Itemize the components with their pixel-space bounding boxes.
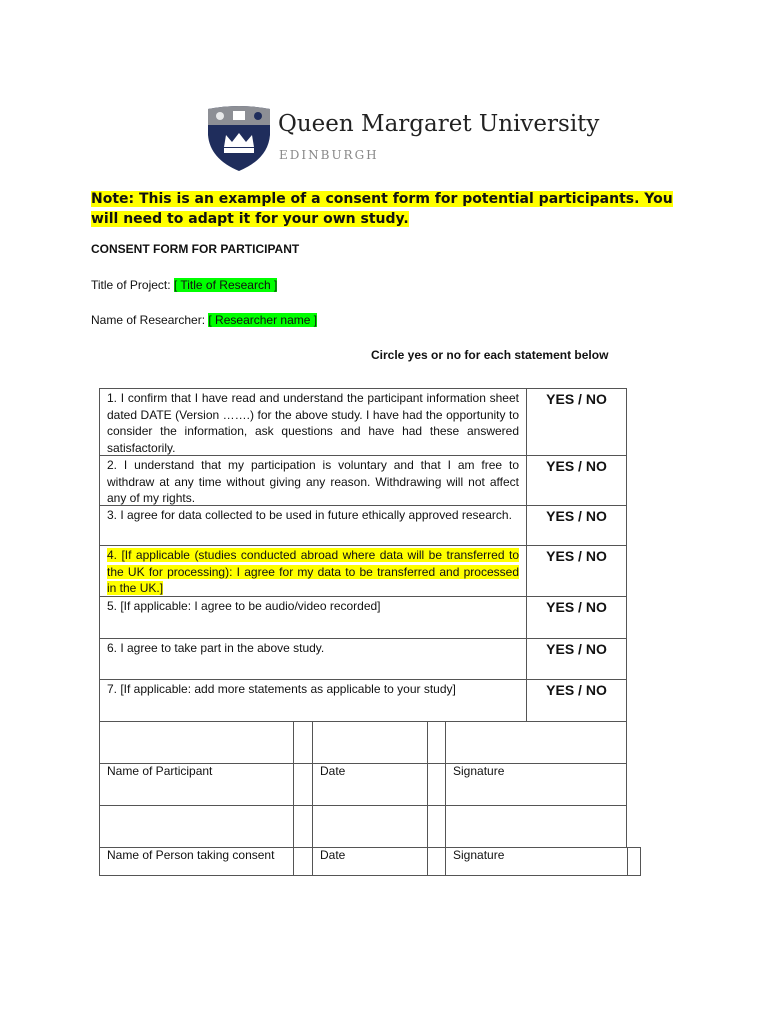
- spacer-cell: [427, 763, 446, 806]
- note-banner: Note: This is an example of a consent form for potential participants. You will need to adapt it for your own study.: [91, 191, 673, 227]
- yes-no-option[interactable]: YES / NO: [526, 388, 627, 456]
- spacer-cell: [427, 847, 446, 876]
- consent-taker-date-label: Date: [312, 847, 428, 876]
- spacer-cell: [293, 847, 313, 876]
- spacer-cell: [427, 721, 446, 764]
- spacer-cell: [293, 805, 313, 848]
- university-city: EDINBURGH: [279, 148, 379, 162]
- participant-name-label: Name of Participant: [99, 763, 294, 806]
- yes-no-option[interactable]: YES / NO: [526, 455, 627, 506]
- statement-cell: 4. [If applicable (studies conducted abroad where data will be transferred to the UK for processing): I agree for my data to be transferred and processed in the UK.]: [99, 545, 527, 597]
- consent-taker-signature-label: Signature: [445, 847, 628, 876]
- spacer-cell: [293, 763, 313, 806]
- yes-no-option[interactable]: YES / NO: [526, 679, 627, 722]
- consent-taker-name-label: Name of Person taking consent: [99, 847, 294, 876]
- statement-cell: 3. I agree for data collected to be used in future ethically approved research.: [99, 505, 527, 546]
- university-name: Queen Margaret University: [278, 111, 600, 137]
- university-logo: [206, 105, 600, 171]
- statement-cell: 2. I understand that my participation is voluntary and that I am free to withdraw at any time without giving any reason. Withdrawing will not affect any of my rights.: [99, 455, 527, 506]
- yes-no-option[interactable]: YES / NO: [526, 638, 627, 680]
- participant-signature-label: Signature: [445, 763, 627, 806]
- project-title-row: [91, 278, 277, 292]
- project-label: Title of Project:: [91, 278, 174, 292]
- researcher-name-field[interactable]: [ Researcher name ]: [208, 313, 318, 327]
- spacer-cell: [293, 721, 313, 764]
- crest-icon: [206, 105, 272, 171]
- researcher-row: [91, 313, 317, 327]
- participant-date-field[interactable]: [312, 721, 428, 764]
- participant-signature-field[interactable]: [445, 721, 627, 764]
- statement-cell: 1. I confirm that I have read and understand the participant information sheet dated DATE (Version …….) for the above study. I have had the opportunity to consider the information, ask questions and have had these answered satisfactorily.: [99, 388, 527, 456]
- consent-taker-date-field[interactable]: [312, 805, 428, 848]
- participant-date-label: Date: [312, 763, 428, 806]
- consent-taker-name-field[interactable]: [99, 805, 294, 848]
- spacer-cell: [427, 805, 446, 848]
- statement-cell: 7. [If applicable: add more statements as applicable to your study]: [99, 679, 527, 722]
- researcher-label: Name of Researcher:: [91, 313, 209, 327]
- statement-cell: 6. I agree to take part in the above study.: [99, 638, 527, 680]
- form-title: CONSENT FORM FOR PARTICIPANT: [91, 242, 300, 256]
- yes-no-option[interactable]: YES / NO: [526, 545, 627, 597]
- participant-name-field[interactable]: [99, 721, 294, 764]
- yes-no-option[interactable]: YES / NO: [526, 596, 627, 639]
- project-title-field[interactable]: [ Title of Research ]: [173, 278, 278, 292]
- spacer-cell: [627, 847, 641, 876]
- yes-no-option[interactable]: YES / NO: [526, 505, 627, 546]
- statement-cell: 5. [If applicable: I agree to be audio/video recorded]: [99, 596, 527, 639]
- instruction-text: Circle yes or no for each statement below: [371, 348, 609, 362]
- consent-taker-signature-field[interactable]: [445, 805, 627, 848]
